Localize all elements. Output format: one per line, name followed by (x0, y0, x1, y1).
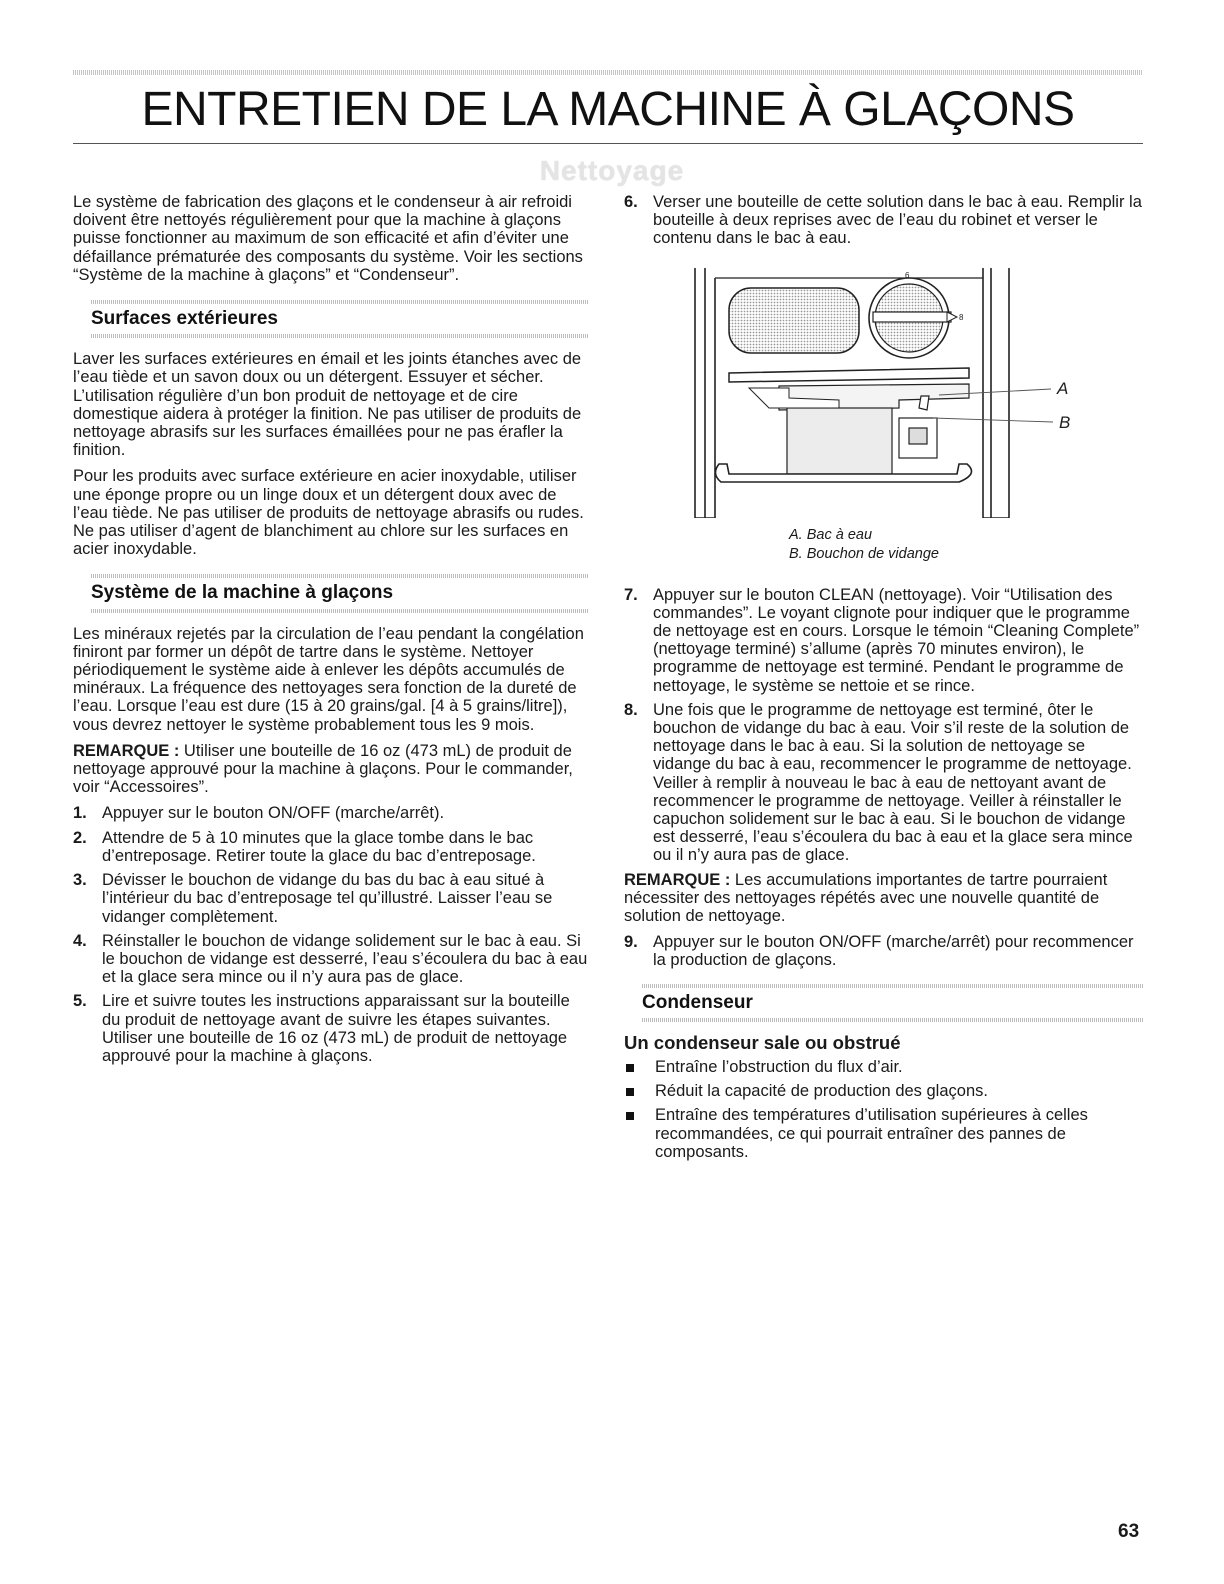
remark-label: REMARQUE : (624, 870, 731, 889)
cleaning-steps-list (73, 804, 588, 1065)
step-text: Lire et suivre toutes les instructions apparaissant sur la bouteille du produit de nettoyage avant de suivre les étapes suivantes. Utiliser une bouteille de 16 oz (473 mL) de produit de nettoyage approuvé pour la machine à glaçons. (102, 992, 570, 1065)
list-item (73, 932, 588, 987)
list-item (73, 992, 588, 1065)
top-decorative-rule (73, 70, 1143, 75)
step-text: Une fois que le programme de nettoyage est terminé, ôter le bouchon de vidange du bac à eau. Voir s’il reste de la solution de nettoyage dans le bac à eau. Si la solution de nettoyage se vidange du bac à eau, recommencer le programme de nettoyage. Veiller à remplir à nouveau le bac à eau de nettoyant avant de recommencer le programme de nettoyage. Veiller à réinstaller le capuchon solidement sur le bac à eau. Si le bouchon de vidange est desserré, l’eau s’écoulera du bac à eau et la glace sera mince ou il n’y aura pas de glace. (653, 700, 1133, 865)
step-text: Appuyer sur le bouton ON/OFF (marche/arrêt) pour recommencer la production de glaçons. (653, 933, 1134, 970)
control-dial-icon (869, 271, 964, 358)
step-text: Attendre de 5 à 10 minutes que la glace tombe dans le bac d’entreposage. Retirer toute la glace du bac d’entreposage. (102, 828, 536, 865)
step-number: 3. (73, 871, 87, 890)
step-number: 6. (624, 193, 638, 211)
bullet-text: Réduit la capacité de production des glaçons. (655, 1082, 988, 1101)
bullet-square-icon (626, 1064, 634, 1072)
left-column (73, 193, 588, 1071)
step-number: 2. (73, 828, 87, 847)
step-text: Dévisser le bouchon de vidange du bas du bac à eau situé à l’intérieur du bac d’entreposage tel qu’illustré. Laisser l’eau se vidanger complètement. (102, 871, 553, 926)
label-b: B (1059, 412, 1071, 432)
caption-a: A. Bac à eau (789, 526, 873, 543)
bullet-text: Entraîne des températures d’utilisation supérieures à celles recommandées, ce qui pourrait entraîner des pannes de composants. (655, 1106, 1088, 1161)
step-number: 8. (624, 700, 638, 719)
heading-rule (91, 574, 588, 578)
window-panel (729, 288, 859, 353)
systeme-heading-block (73, 570, 588, 614)
step-number: 5. (73, 992, 87, 1011)
title-rule (73, 143, 1143, 144)
steps-7-8-list (624, 586, 1143, 865)
section-banner: Nettoyage (539, 155, 685, 186)
step-text: Réinstaller le bouchon de vidange solidement sur le bac à eau. Si le bouchon de vidange est desserré, l’eau s’écoulera du bac à eau et la glace sera mince ou il n’y aura pas de glace. (102, 931, 588, 987)
list-item (624, 701, 1143, 865)
reservoir (787, 408, 892, 474)
surfaces-heading: Surfaces extérieures (91, 308, 278, 330)
surfaces-paragraph-2: Pour les produits avec surface extérieure en acier inoxydable, utiliser une éponge propre ou un linge doux et un détergent doux avec de l’eau tiède. Ne pas utiliser de produits de nettoyage abrasifs ou rudes. Ne pas utiliser d’agent de blanchiment au chlore sur les surfaces en acier inoxydable. (73, 467, 584, 559)
list-item (624, 933, 1143, 969)
bullet-text: Entraîne l’obstruction du flux d’air. (655, 1058, 903, 1077)
step-9-list (624, 933, 1143, 969)
heading-rule (642, 1018, 1143, 1022)
step-6-list (624, 193, 1143, 248)
intro-paragraph: Le système de fabrication des glaçons et le condenseur à air refroidi doivent être nettoyés régulièrement pour que la machine à glaçons puisse fonctionner au maximum de son efficacité et afin d’éviter une défaillance prématurée des composants du système. Voir les sections “Système de la machine à glaçons” et “Condenseur”. (73, 193, 583, 284)
remark-text: Les accumulations importantes de tartre pourraient nécessiter des nettoyages répétés avec une nouvelle quantité de solution de nettoyage. (624, 870, 1108, 926)
bullet-square-icon (626, 1112, 634, 1120)
drain-cap-icon (899, 396, 937, 458)
list-item (73, 829, 588, 865)
step-number: 4. (73, 931, 87, 950)
svg-text:6: 6 (905, 270, 910, 280)
heading-rule (91, 300, 588, 304)
bullet-square-icon (626, 1088, 634, 1096)
caption-b: B. Bouchon de vidange (789, 545, 939, 562)
condenseur-heading-block (624, 980, 1143, 1024)
label-a: A (1057, 378, 1069, 398)
page-number: 63 (1118, 1521, 1140, 1542)
step-text: Appuyer sur le bouton ON/OFF (marche/arrêt). (102, 804, 445, 823)
list-item (73, 804, 588, 822)
tartre-remark (624, 871, 1143, 926)
heading-rule (91, 334, 588, 338)
list-item (624, 1082, 1143, 1100)
surfaces-heading-block (73, 296, 588, 340)
svg-text:8: 8 (959, 312, 964, 322)
list-item (73, 871, 588, 926)
page-title: ENTRETIEN DE LA MACHINE À GLAÇONS (141, 83, 1075, 136)
step-number: 1. (73, 804, 87, 823)
heading-rule (91, 609, 588, 613)
right-column (624, 193, 1143, 1167)
systeme-heading: Système de la machine à glaçons (91, 582, 394, 604)
remark-text: Utiliser une bouteille de 16 oz (473 mL) de produit de nettoyage approuvé pour la machine à glaçons. Pour le commander, voir “Accessoires”. (73, 741, 573, 797)
remark-label: REMARQUE : (73, 741, 180, 760)
list-item (624, 1058, 1143, 1076)
systeme-paragraph: Les minéraux rejetés par la circulation de l’eau pendant la congélation finiront par former un dépôt de tartre dans le système. Nettoyer périodiquement le système aide à enlever les dépôts accumulés de minéraux. La fréquence des nettoyages sera fonction de la dureté de l’eau. Lorsque l’eau est dure (15 à 20 grains/gal. [4 à 5 grains/litre]), vous devrez nettoyer le système probablement tous les 9 mois. (73, 624, 584, 734)
ice-maker-diagram-svg (689, 268, 1089, 518)
list-item (624, 586, 1143, 695)
shelf (729, 368, 969, 382)
heading-rule (642, 984, 1143, 988)
condenseur-subheading: Un condenseur sale ou obstrué (624, 1031, 901, 1053)
systeme-remark (73, 742, 588, 797)
step-text: Verser une bouteille de cette solution dans le bac à eau. Remplir la bouteille à deux reprises avec de l’eau du robinet et verser le contenu dans le bac à eau. (653, 193, 1142, 248)
condenseur-bullets (624, 1058, 1143, 1161)
condenseur-heading: Condenseur (642, 991, 753, 1013)
list-item (624, 1106, 1143, 1161)
figure-caption (789, 526, 1143, 564)
step-number: 7. (624, 585, 638, 604)
surfaces-paragraph-1: Laver les surfaces extérieures en émail et les joints étanches avec de l’eau tiède et un savon doux ou un détergent. Essuyer et sécher. L’utilisation régulière d’un bon produit de nettoyage et de cire domestique aidera à protéger la finition. Ne pas utiliser de produits de nettoyage abrasifs sur les surfaces émaillées pour ne pas érafler la finition. (73, 350, 582, 460)
ice-maker-illustration (689, 268, 1089, 518)
step-text: Appuyer sur le bouton CLEAN (nettoyage). Voir “Utilisation des commandes”. Le voyant clignote pour indiquer que le programme de nettoyage est en cours. Lorsque le témoin “Cleaning Complete” (nettoyage terminé) s’allume (après 70 minutes environ), le programme de nettoyage est terminé. Pendant le programme de nettoyage, le système se nettoie et se rince. (653, 585, 1140, 695)
list-item (624, 193, 1143, 248)
step-number: 9. (624, 933, 638, 952)
